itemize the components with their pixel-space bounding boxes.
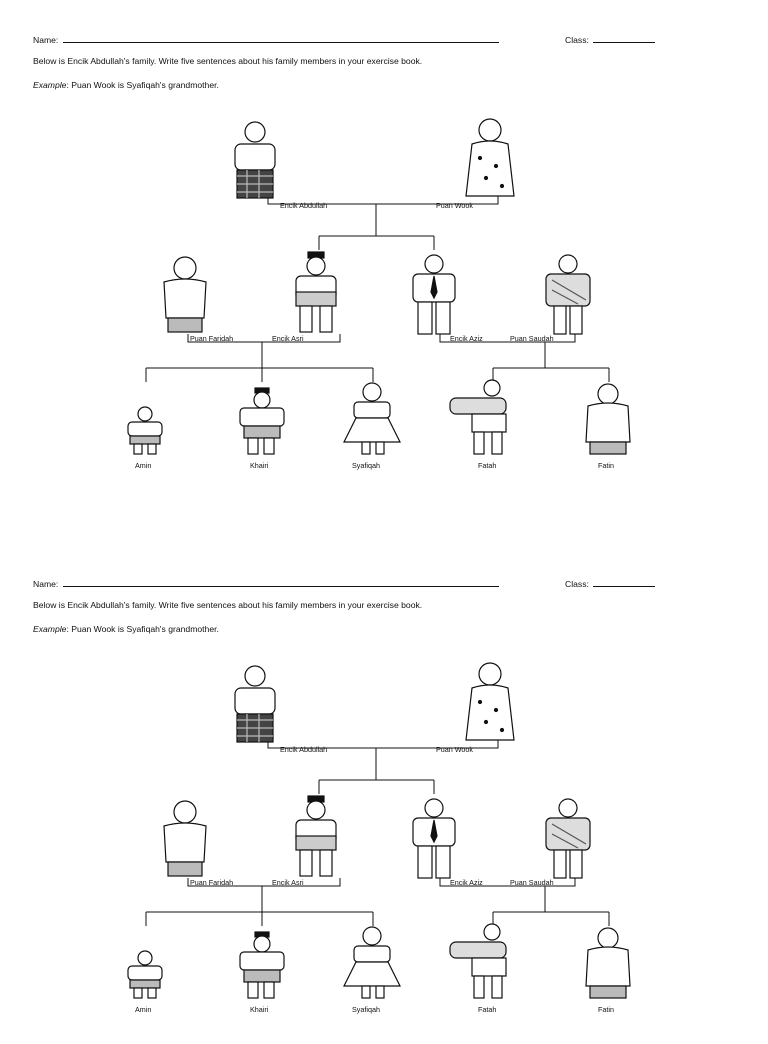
- label-father: Encik Aziz: [450, 878, 483, 887]
- child5-figure: [586, 384, 630, 454]
- label-uncle: Encik Asri: [272, 334, 304, 343]
- name-label: Name:: [33, 35, 59, 45]
- label-uncle: Encik Asri: [272, 878, 304, 887]
- example-prefix: Example: [33, 624, 67, 634]
- family-tree: [100, 92, 670, 492]
- label-mother: Puan Saudah: [510, 334, 554, 343]
- class-label: Class:: [565, 579, 589, 589]
- uncle-figure: [296, 252, 336, 332]
- label-grandfather: Encik Abdullah: [280, 201, 328, 210]
- label-child4: Fatah: [478, 1005, 497, 1014]
- aunt-figure: [164, 801, 206, 876]
- example-text: [33, 80, 219, 90]
- class-field[interactable]: [593, 34, 655, 43]
- label-grandmother: Puan Wook: [436, 201, 474, 210]
- father-figure: [413, 255, 455, 334]
- name-field[interactable]: [63, 34, 499, 43]
- example-text: [33, 624, 219, 634]
- label-child5: Fatin: [598, 1005, 614, 1014]
- family-tree-diagram: [100, 636, 670, 1036]
- example-prefix: Example: [33, 80, 67, 90]
- class-label: Class:: [565, 35, 589, 45]
- label-child2: Khairi: [250, 1005, 269, 1014]
- child2-figure: [240, 388, 284, 454]
- label-child2: Khairi: [250, 461, 269, 470]
- worksheet-top: [0, 0, 768, 500]
- label-child4: Fatah: [478, 461, 497, 470]
- tree-connectors: [146, 740, 609, 926]
- class-row: [565, 578, 655, 589]
- family-tree: [100, 636, 670, 1036]
- label-grandmother: Puan Wook: [436, 745, 474, 754]
- child3-figure: [344, 383, 400, 454]
- class-field[interactable]: [593, 578, 655, 587]
- name-field[interactable]: [63, 578, 499, 587]
- child4-figure: [450, 924, 506, 998]
- label-child3: Syafiqah: [352, 1005, 380, 1014]
- name-row: [33, 34, 499, 45]
- label-child1: Amin: [135, 461, 152, 470]
- mother-figure: [546, 255, 590, 334]
- label-aunt: Puan Faridah: [190, 334, 234, 343]
- label-mother: Puan Saudah: [510, 878, 554, 887]
- child1-figure: [128, 407, 162, 454]
- tree-connectors: [146, 196, 609, 382]
- child5-figure: [586, 928, 630, 998]
- label-child3: Syafiqah: [352, 461, 380, 470]
- example-body: : Puan Wook is Syafiqah's grandmother.: [66, 80, 219, 90]
- grandmother-figure: [466, 663, 514, 740]
- grandmother-figure: [466, 119, 514, 196]
- label-aunt: Puan Faridah: [190, 878, 234, 887]
- label-child1: Amin: [135, 1005, 152, 1014]
- worksheet-bottom: [0, 544, 768, 1044]
- label-father: Encik Aziz: [450, 334, 483, 343]
- child4-figure: [450, 380, 506, 454]
- child2-figure: [240, 932, 284, 998]
- label-child5: Fatin: [598, 461, 614, 470]
- child1-figure: [128, 951, 162, 998]
- instruction-text: Below is Encik Abdullah's family. Write five sentences about his family members in your exercise book.: [33, 56, 423, 66]
- class-row: [565, 34, 655, 45]
- uncle-figure: [296, 796, 336, 876]
- label-grandfather: Encik Abdullah: [280, 745, 328, 754]
- example-body: : Puan Wook is Syafiqah's grandmother.: [66, 624, 219, 634]
- instruction-text: Below is Encik Abdullah's family. Write five sentences about his family members in your exercise book.: [33, 600, 423, 610]
- grandfather-figure: [235, 122, 275, 198]
- name-label: Name:: [33, 579, 59, 589]
- child3-figure: [344, 927, 400, 998]
- aunt-figure: [164, 257, 206, 332]
- name-row: [33, 578, 499, 589]
- grandfather-figure: [235, 666, 275, 742]
- family-tree-diagram: [100, 92, 670, 492]
- mother-figure: [546, 799, 590, 878]
- father-figure: [413, 799, 455, 878]
